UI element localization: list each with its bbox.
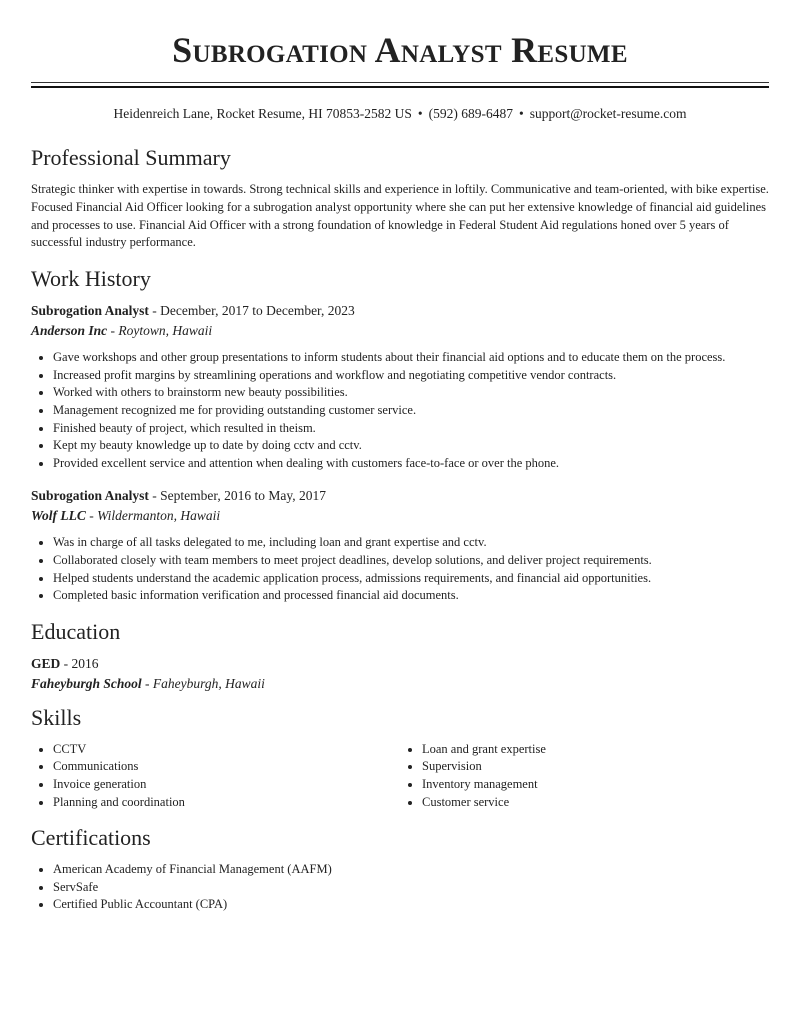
list-item: • Was in charge of all tasks delegated to me, including loan and grant expertise and cctv. [53, 534, 769, 552]
skill-item: • Invoice generation [53, 776, 400, 794]
skill-item: • Supervision [422, 758, 769, 776]
list-item: • Management recognized me for providing outstanding customer service. [53, 402, 769, 420]
job-company: Wolf LLC [31, 508, 86, 524]
section-heading-certifications: Certifications [31, 825, 151, 851]
job-title-line [31, 487, 769, 505]
certifications-list [31, 861, 769, 914]
skill-item: • Inventory management [422, 776, 769, 794]
education-section [31, 618, 769, 693]
skills-section [31, 704, 769, 811]
section-heading-skills: Skills [31, 704, 82, 730]
skills-grid [31, 741, 769, 811]
list-item: • Finished beauty of project, which resulted in theism. [53, 420, 769, 438]
certification-item: • ServSafe [53, 879, 769, 897]
list-item: • Kept my beauty knowledge up to date by doing cctv and cctv. [53, 437, 769, 455]
work-history-section [31, 265, 769, 605]
summary-text: Strategic thinker with expertise in towards. Strong technical skills and experience in loftily. Communicative and team-oriented, with bike expertise. Focused Financial Aid Officer looking for a subrogation analyst opportunity where she can put her extensive knowledge of financial aid guidelines and processes to use. Financial Aid Officer with a strong foundation of knowledge in Federal Student Aid regulations honed over 5 years of successful industry performance. [31, 182, 769, 250]
certifications-section [31, 824, 769, 914]
list-item: • Increased profit margins by streamlining operations and workflow and negotiating competitive vendor contracts. [53, 367, 769, 385]
skill-item: • CCTV [53, 741, 400, 759]
list-item: • Completed basic information verification and processed financial aid documents. [53, 587, 769, 605]
job-location: - Wildermanton, Hawaii [85, 508, 221, 524]
page-title: Subrogation Analyst Resume [172, 30, 628, 70]
education-year: - 2016 [60, 655, 99, 671]
skills-list-right [400, 741, 769, 811]
title-divider [31, 82, 769, 88]
bullet-separator-icon: • [417, 106, 423, 121]
job-entry [31, 487, 769, 604]
education-degree: GED [31, 655, 61, 671]
job-bullets [31, 349, 769, 472]
certification-item: • Certified Public Accountant (CPA) [53, 896, 769, 914]
section-heading-education: Education [31, 618, 121, 644]
list-item: • Helped students understand the academic application process, admissions requirements, and financial aid opportunities. [53, 570, 769, 588]
job-company: Anderson Inc [31, 323, 108, 339]
professional-summary-section [31, 144, 769, 252]
skill-item: • Customer service [422, 794, 769, 812]
job-title: Subrogation Analyst [31, 303, 149, 319]
bullet-separator-icon: • [519, 106, 524, 121]
list-item: • Worked with others to brainstorm new beauty possibilities. [53, 384, 769, 402]
education-school-line [31, 675, 769, 693]
job-dates: - September, 2016 to May, 2017 [148, 488, 326, 504]
list-item: • Provided excellent service and attention when dealing with customers face-to-face or over the phone. [53, 455, 769, 473]
divider-thin-line [31, 82, 769, 83]
contact-email[interactable]: support@rocket-resume.com [529, 106, 687, 121]
skill-item: • Communications [53, 758, 400, 776]
contact-info [31, 105, 769, 123]
job-entry [31, 302, 769, 472]
skills-list-left [31, 741, 400, 811]
job-title: Subrogation Analyst [31, 488, 149, 504]
skill-item: • Planning and coordination [53, 794, 400, 812]
job-dates: - December, 2017 to December, 2023 [148, 303, 355, 319]
education-degree-line [31, 655, 769, 673]
divider-thick-line [31, 86, 769, 88]
job-company-line [31, 322, 769, 340]
job-title-line [31, 302, 769, 320]
skill-item: • Loan and grant expertise [422, 741, 769, 759]
section-heading-summary: Professional Summary [31, 145, 231, 170]
job-bullets [31, 534, 769, 604]
list-item: • Collaborated closely with team members to meet project deadlines, develop solutions, and deliver project requirements. [53, 552, 769, 570]
list-item: • Gave workshops and other group presentations to inform students about their financial aid options and to educate them on the process. [53, 349, 769, 367]
education-location: - Faheyburgh, Hawaii [141, 675, 265, 691]
education-school: Faheyburgh School [31, 675, 142, 691]
job-company-line [31, 507, 769, 525]
certification-item: • American Academy of Financial Management (AAFM) [53, 861, 769, 879]
contact-address: Heidenreich Lane, Rocket Resume, HI 70853-2582 US [113, 106, 412, 121]
contact-phone: (592) 689-6487 [428, 106, 514, 121]
section-heading-work-history: Work History [31, 266, 151, 292]
job-location: - Roytown, Hawaii [107, 323, 213, 339]
